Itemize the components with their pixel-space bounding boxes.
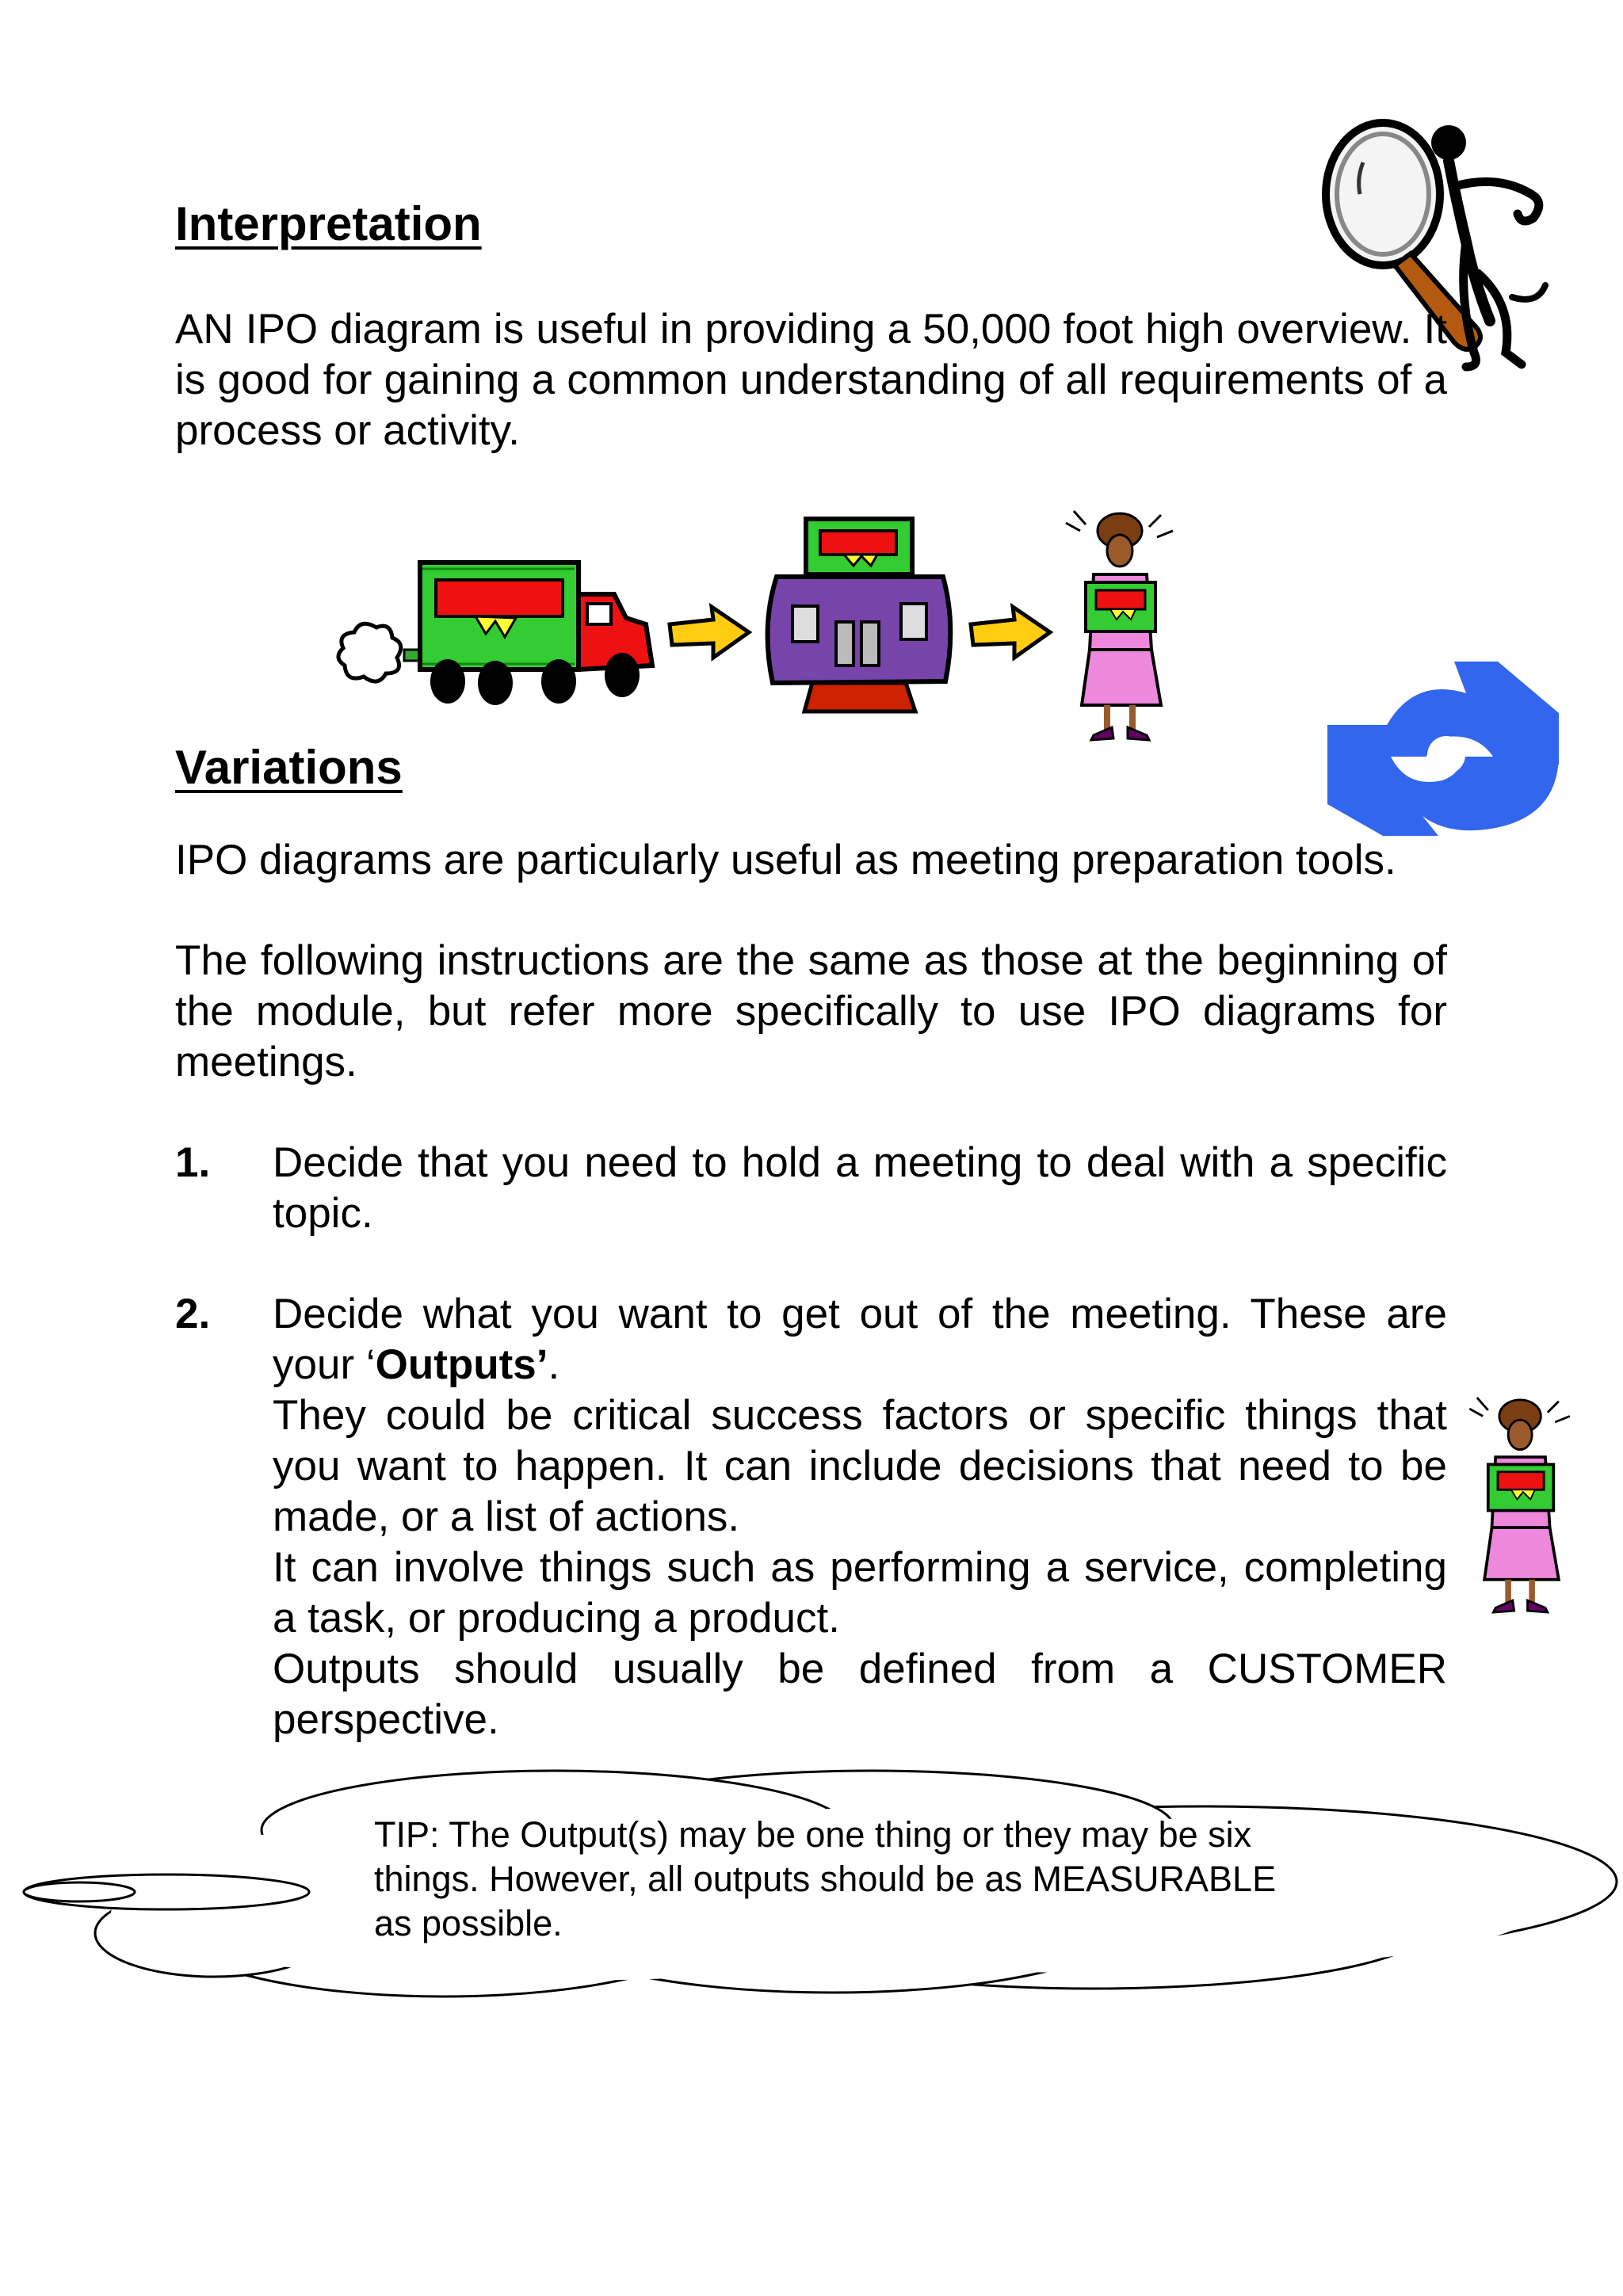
step-detail: Outputs should usually be defined from a CUSTOMER perspective. xyxy=(273,1646,1447,1743)
customer-woman-icon xyxy=(1462,1383,1581,1628)
variations-paragraph: The following instructions are the same as those at the beginning of the module, but refer more specifically to use IPO diagrams for meetings. xyxy=(175,937,1447,1085)
step-1 xyxy=(175,1138,1447,1239)
step-detail: They could be critical success factors or specific things that you want to happen. It can include decisions that need to be made, or a list of actions. xyxy=(273,1392,1447,1540)
step-text: Decide that you need to hold a meeting to deal with a specific topic. xyxy=(273,1139,1447,1237)
factory-icon xyxy=(757,515,963,721)
tip-callout xyxy=(0,1751,1623,2012)
tip-text: TIP: The Output(s) may be one thing or they may be six things. However, all outputs should be as MEASURABLE as possible. xyxy=(374,1814,1277,1943)
interpretation-paragraph: AN IPO diagram is useful in providing a 50,000 foot high overview. It is good for gaining a common understanding of all requirements of a process or activity. xyxy=(175,306,1447,454)
arrow-right-icon xyxy=(666,601,753,664)
interpretation-heading: Interpretation xyxy=(175,197,482,250)
variations-intro: IPO diagrams are particularly useful as meeting preparation tools. xyxy=(175,837,1396,883)
outputs-term: Outputs’ xyxy=(375,1341,548,1388)
variations-heading: Variations xyxy=(175,741,403,794)
arrow-right-icon xyxy=(967,601,1054,664)
cycle-arrows-icon xyxy=(1327,662,1561,836)
step-detail: It can involve things such as performing a service, completing a task, or producing a product. xyxy=(273,1544,1447,1642)
customer-woman-icon xyxy=(1058,507,1185,745)
truck-icon xyxy=(329,539,662,721)
step-2 xyxy=(175,1289,1447,1745)
step-text: Decide what you want to get out of the meeting. These are your ‘Outputs’. xyxy=(273,1291,1447,1388)
step-number: 1. xyxy=(175,1139,211,1186)
ipo-illustration xyxy=(329,507,1201,745)
step-number: 2. xyxy=(175,1291,211,1337)
